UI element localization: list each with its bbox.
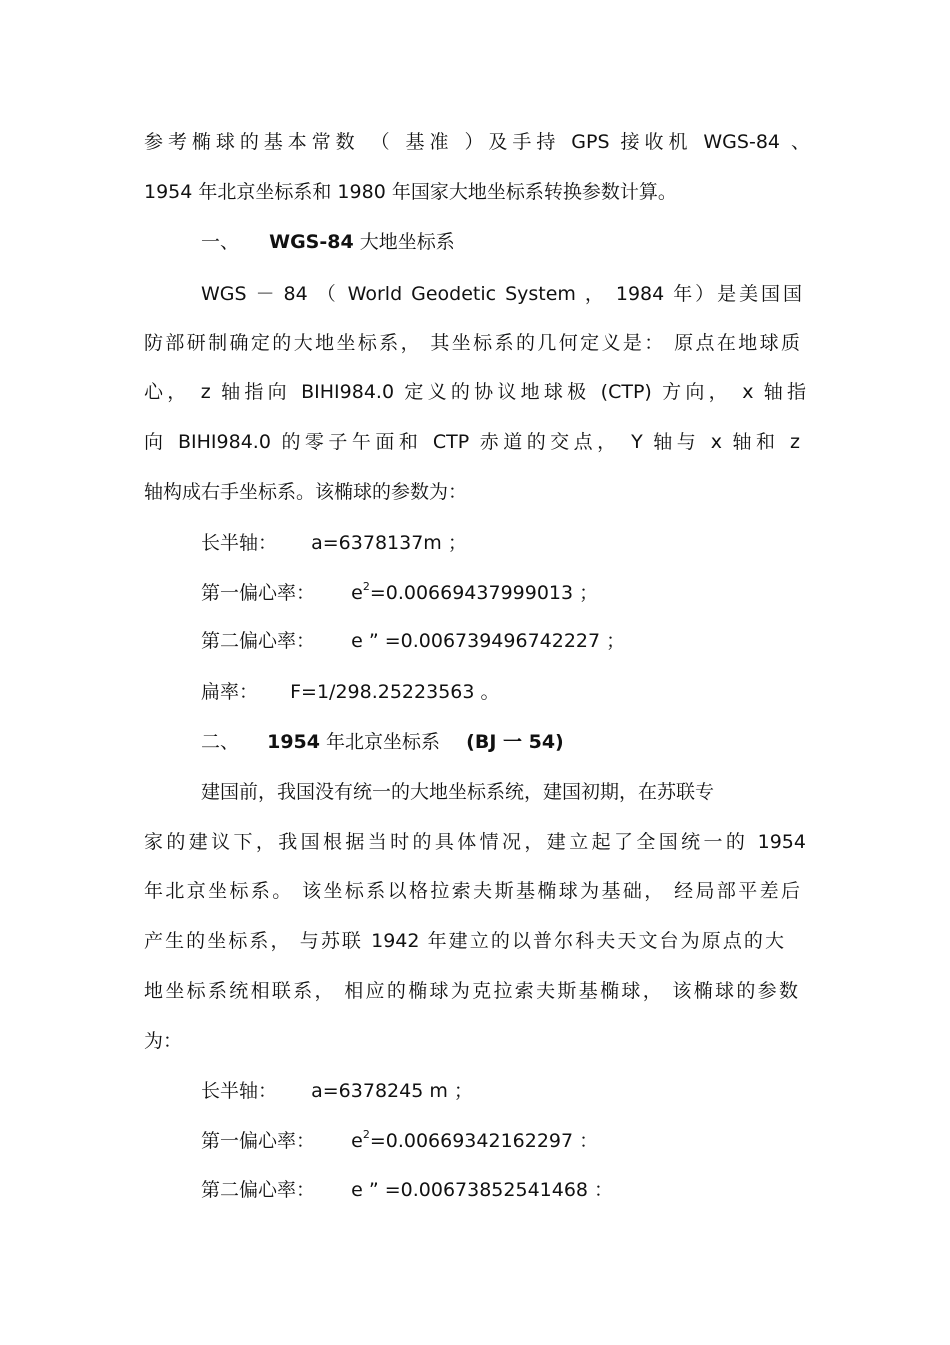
section1-number: 一、 — [201, 231, 240, 253]
param-symbol: e — [351, 1130, 363, 1152]
param-superscript: 2 — [362, 1127, 370, 1141]
section2-para-line-5: 地坐标系统相联系， 相应的椭球为克拉索夫斯基椭球， 该椭球的参数 — [144, 980, 798, 1002]
intro-line-1: 参考椭球的基本常数 （ 基准 ）及手持 GPS 接收机 WGS-84 、 — [144, 131, 810, 153]
wgs84-semi-major — [201, 531, 810, 555]
param-value: e ” =0.006739496742227 ； — [351, 630, 626, 652]
section2-number: 二、 — [201, 731, 240, 753]
section2-title-paren: (BJ 一 54) — [466, 731, 564, 753]
section1-title-bold: WGS-84 — [269, 231, 354, 253]
param-symbol: e — [351, 582, 363, 604]
section1-para-line-1: WGS － 84 （ World Geodetic System ， 1984 年）是美国国 — [201, 283, 802, 305]
bj54-second-eccentricity — [201, 1178, 810, 1202]
section2-para-line-3: 年北京坐标系。 该坐标系以格拉索夫斯基椭球为基础， 经局部平差后 — [144, 880, 800, 902]
section2-title-bold: 1954 — [267, 731, 320, 753]
param-label: 第一偏心率： — [201, 582, 316, 604]
param-value: F=1/298.25223563 。 — [290, 681, 500, 703]
section2-para-line-4: 产生的坐标系， 与苏联 1942 年建立的以普尔科夫天文台为原点的大 — [144, 930, 784, 952]
section1-para-line-4: 向 BIHI984.0 的零子午面和 CTP 赤道的交点， Y 轴与 x 轴和 z — [144, 431, 800, 453]
section1-para-line-2: 防部研制确定的大地坐标系， 其坐标系的几何定义是： 原点在地球质 — [144, 332, 800, 354]
param-value: a=6378245 m ； — [311, 1080, 473, 1102]
bj54-first-eccentricity — [201, 1129, 810, 1153]
intro-line-2: 1954 年北京坐标系和 1980 年国家大地坐标系转换参数计算。 — [144, 181, 677, 203]
section1-title-rest: 大地坐标系 — [359, 231, 455, 253]
param-label: 扁率： — [201, 681, 259, 703]
param-superscript: 2 — [362, 579, 370, 593]
param-label: 第一偏心率： — [201, 1130, 316, 1152]
section1-para-line-3: 心， z 轴指向 BIHI984.0 定义的协议地球极 (CTP) 方向， x 轴指 — [144, 381, 806, 403]
param-value: a=6378137m ； — [311, 532, 467, 554]
param-value: e ” =0.00673852541468 ： — [351, 1179, 614, 1201]
wgs84-first-eccentricity — [201, 581, 810, 605]
section1-para-line-5: 轴构成右手坐标系。该椭球的参数为： — [144, 481, 468, 503]
section1-heading — [201, 230, 810, 254]
param-value: =0.00669342162297 ： — [369, 1130, 599, 1152]
param-label: 第二偏心率： — [201, 1179, 316, 1201]
param-label: 长半轴： — [201, 532, 278, 554]
param-label: 长半轴： — [201, 1080, 278, 1102]
section2-title-rest: 年北京坐标系 — [326, 731, 441, 753]
section2-heading — [201, 730, 810, 754]
param-value: =0.00669437999013 ； — [369, 582, 599, 604]
wgs84-flattening — [201, 680, 810, 704]
param-label: 第二偏心率： — [201, 630, 316, 652]
wgs84-second-eccentricity — [201, 629, 810, 653]
section2-para-line-1: 建国前，我国没有统一的大地坐标系统，建国初期，在苏联专 — [201, 781, 715, 803]
section2-para-line-6: 为： — [144, 1030, 183, 1052]
section2-para-line-2: 家的建议下，我国根据当时的具体情况，建立起了全国统一的 1954 — [144, 831, 806, 853]
bj54-semi-major — [201, 1079, 810, 1103]
